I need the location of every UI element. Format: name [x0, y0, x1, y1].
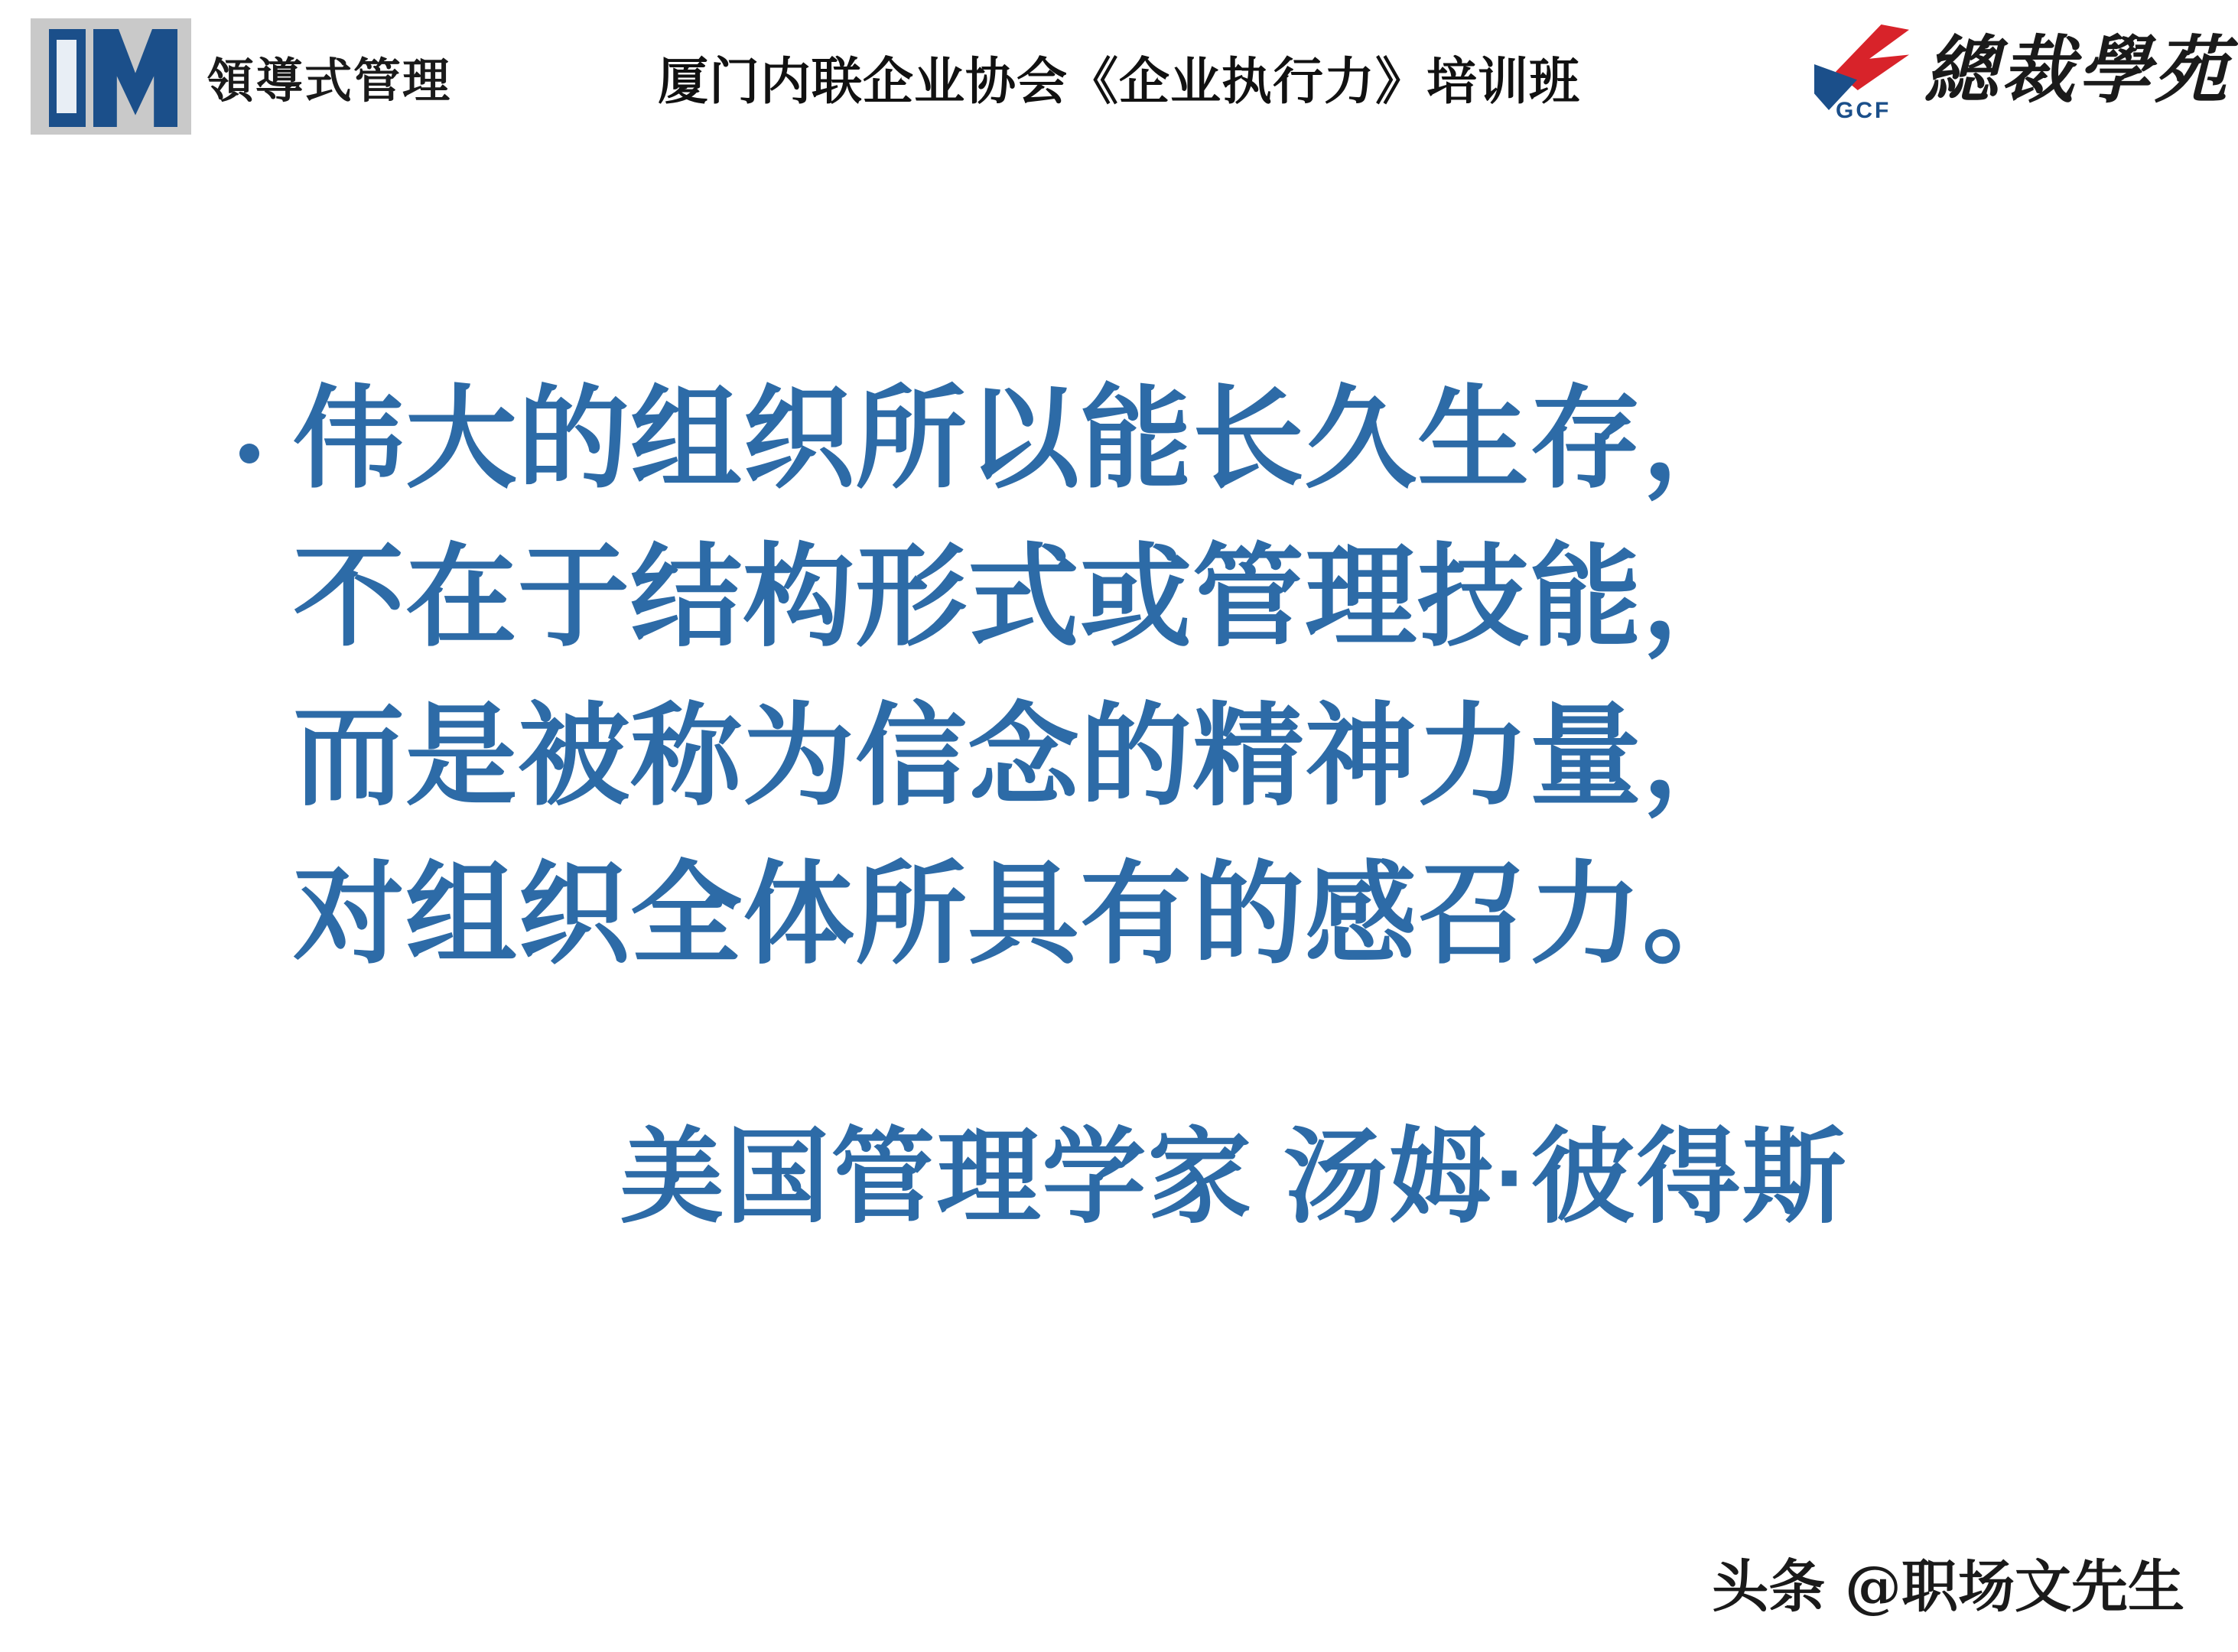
quote-line-2: 不在于结构形式或管理技能， [293, 535, 1755, 660]
quote-line-3: 而是被称为信念的精神力量， [293, 693, 1755, 818]
gcf-logo [1810, 11, 2230, 141]
watermark: 头条 @职场文先生 [1712, 1554, 2184, 1620]
quote-block [140, 359, 2098, 1243]
slide-header [0, 0, 2238, 176]
quote-attribution [232, 1093, 2098, 1243]
bullet-dot-icon [239, 444, 259, 463]
quote-line-1: 伟大的组织所以能长久生存， [293, 376, 1755, 501]
quote-attribution-text: 美国管理学家 汤姆·彼得斯 [620, 1119, 1848, 1236]
quote-text [293, 359, 2098, 993]
quote-line-4: 对组织全体所具有的感召力。 [293, 851, 1755, 977]
gcf-eagle-icon [1810, 24, 1924, 124]
brand-logo [31, 8, 451, 145]
leadership-logo-icon [31, 12, 191, 141]
slide-body [0, 359, 2238, 1243]
gcf-chinese-name: 總裁學苑 [1924, 27, 2230, 113]
gcf-abbr-text: GCF [1836, 98, 1892, 123]
logo-blue-bar [49, 29, 86, 127]
brand-name: 領導式管理 [207, 54, 452, 108]
header-title-text: 厦门内联企业协会《企业执行力》培训班 [658, 52, 1580, 109]
